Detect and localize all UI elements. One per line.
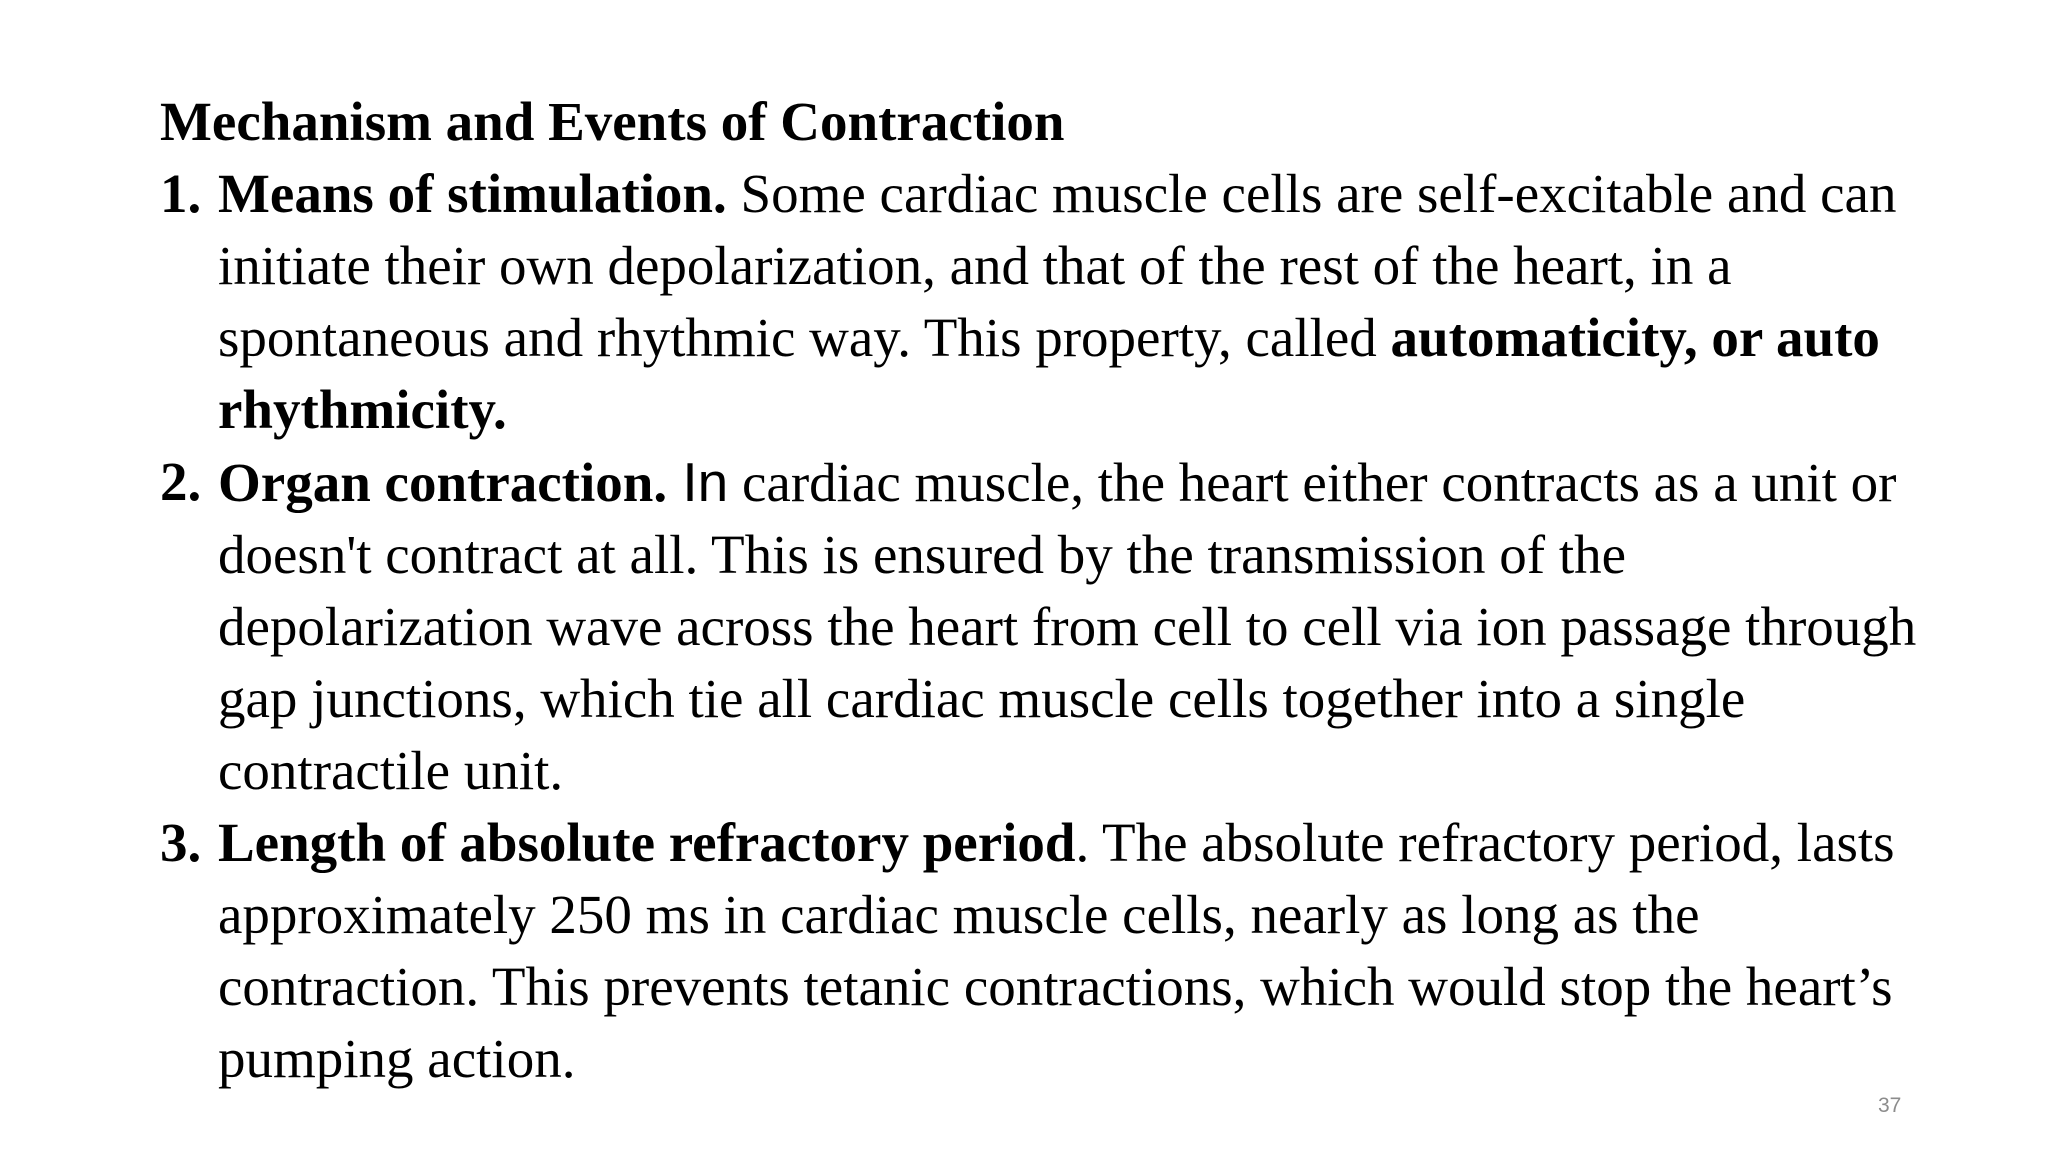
- list-item: [160, 446, 1920, 807]
- item-bold-lead: Organ contraction.: [218, 452, 668, 513]
- slide-content: [160, 86, 1920, 1095]
- item-number: 1.: [160, 163, 202, 224]
- item-number: 2.: [160, 451, 202, 512]
- slide-heading: Mechanism and Events of Contraction: [160, 91, 1065, 152]
- item-bold-term: automaticity, or auto rhythmicity.: [218, 307, 1880, 440]
- page-number: 37: [1878, 1094, 1902, 1117]
- item-bold-lead: Means of stimulation.: [218, 163, 727, 224]
- item-text: cardiac muscle, the heart either contracts as a unit or doesn't contract at all. This is ensured by the transmission of the depolarization wave across the heart from cell to cell via ion passage through gap junctions, which tie all cardiac muscle cells together into a single contractile unit.: [218, 452, 1917, 801]
- item-body: [218, 158, 1920, 446]
- item-text: Some cardiac muscle cells are self-excitable and can initiate their own depolarization, and that of the rest of the heart, in a spontaneous and rhythmic way. This property, called: [218, 163, 1897, 368]
- list-item: [160, 807, 1920, 1095]
- item-body: [218, 807, 1920, 1095]
- item-number: 3.: [160, 812, 202, 873]
- item-sans-word: In: [667, 451, 729, 513]
- list-item: [160, 158, 1920, 446]
- numbered-list: [160, 158, 1920, 1095]
- item-text: . The absolute refractory period, lasts approximately 250 ms in cardiac muscle cells, nearly as long as the contraction. This prevents tetanic contractions, which would stop the heart’s pumping action.: [218, 812, 1895, 1089]
- item-body: [218, 446, 1920, 807]
- item-bold-lead: Length of absolute refractory period: [218, 812, 1076, 873]
